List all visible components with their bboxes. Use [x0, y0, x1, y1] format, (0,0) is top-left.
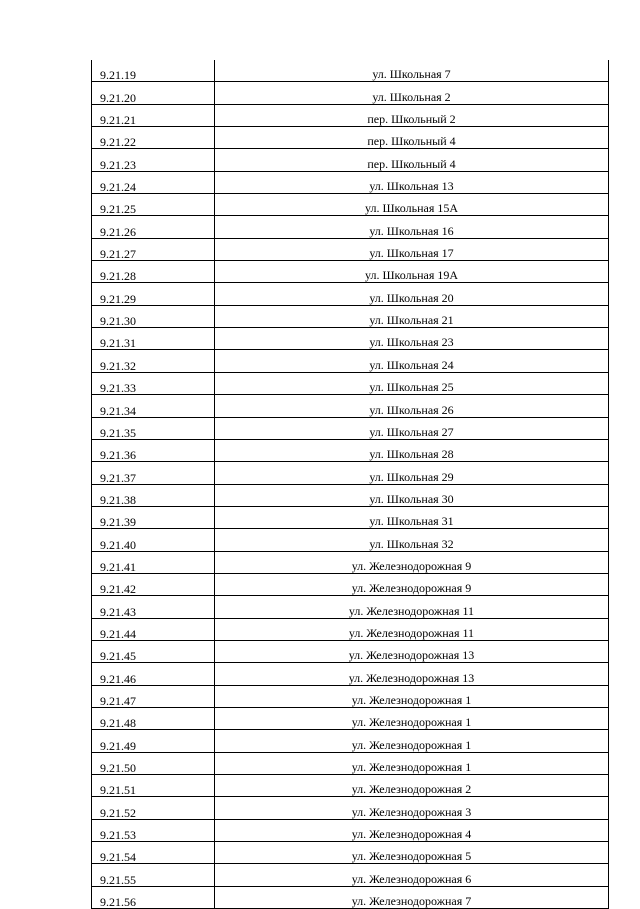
row-address-cell: ул. Железнодорожная 6	[215, 864, 609, 886]
row-address-cell: ул. Железнодорожная 3	[215, 797, 609, 819]
table-row	[92, 305, 609, 327]
row-address-cell: ул. Школьная 31	[215, 506, 609, 528]
table-row	[92, 328, 609, 350]
row-code-cell: 9.21.42	[92, 573, 215, 595]
row-code-cell: 9.21.23	[92, 149, 215, 171]
table-row	[92, 283, 609, 305]
table-row	[92, 216, 609, 238]
row-address-cell: ул. Железнодорожная 9	[215, 573, 609, 595]
table-row	[92, 171, 609, 193]
row-address-cell: ул. Железнодорожная 1	[215, 730, 609, 752]
row-code-cell: 9.21.47	[92, 685, 215, 707]
row-address-cell: ул. Железнодорожная 1	[215, 707, 609, 729]
table-row	[92, 127, 609, 149]
row-code-cell: 9.21.32	[92, 350, 215, 372]
row-code-cell: 9.21.33	[92, 372, 215, 394]
table-row	[92, 104, 609, 126]
row-address-cell: ул. Железнодорожная 11	[215, 596, 609, 618]
table-row	[92, 842, 609, 864]
row-code-cell: 9.21.19	[92, 60, 215, 82]
table-row	[92, 573, 609, 595]
table-row	[92, 439, 609, 461]
row-address-cell: ул. Железнодорожная 13	[215, 663, 609, 685]
row-address-cell: пер. Школьный 4	[215, 127, 609, 149]
row-address-cell: ул. Школьная 20	[215, 283, 609, 305]
row-address-cell: ул. Школьная 23	[215, 328, 609, 350]
row-code-cell: 9.21.51	[92, 775, 215, 797]
row-code-cell: 9.21.20	[92, 82, 215, 104]
address-table-body	[92, 60, 609, 909]
row-code-cell: 9.21.52	[92, 797, 215, 819]
row-address-cell: ул. Железнодорожная 11	[215, 618, 609, 640]
row-address-cell: ул. Школьная 19А	[215, 261, 609, 283]
row-address-cell: пер. Школьный 2	[215, 104, 609, 126]
row-address-cell: ул. Школьная 7	[215, 60, 609, 82]
row-code-cell: 9.21.53	[92, 819, 215, 841]
row-code-cell: 9.21.36	[92, 439, 215, 461]
table-row	[92, 506, 609, 528]
row-code-cell: 9.21.24	[92, 171, 215, 193]
row-code-cell: 9.21.37	[92, 462, 215, 484]
table-row	[92, 730, 609, 752]
row-address-cell: ул. Школьная 27	[215, 417, 609, 439]
row-code-cell: 9.21.29	[92, 283, 215, 305]
row-code-cell: 9.21.39	[92, 506, 215, 528]
row-code-cell: 9.21.30	[92, 305, 215, 327]
table-row	[92, 350, 609, 372]
row-address-cell: ул. Железнодорожная 7	[215, 886, 609, 908]
row-code-cell: 9.21.27	[92, 238, 215, 260]
row-address-cell: ул. Школьная 29	[215, 462, 609, 484]
table-row	[92, 395, 609, 417]
row-code-cell: 9.21.46	[92, 663, 215, 685]
row-address-cell: ул. Железнодорожная 4	[215, 819, 609, 841]
row-address-cell: ул. Школьная 25	[215, 372, 609, 394]
table-row	[92, 663, 609, 685]
address-table	[91, 60, 609, 909]
table-row	[92, 640, 609, 662]
row-code-cell: 9.21.38	[92, 484, 215, 506]
table-row	[92, 819, 609, 841]
row-code-cell: 9.21.43	[92, 596, 215, 618]
row-code-cell: 9.21.49	[92, 730, 215, 752]
row-code-cell: 9.21.34	[92, 395, 215, 417]
table-row	[92, 372, 609, 394]
row-address-cell: ул. Школьная 24	[215, 350, 609, 372]
table-row	[92, 618, 609, 640]
row-code-cell: 9.21.48	[92, 707, 215, 729]
row-address-cell: ул. Школьная 28	[215, 439, 609, 461]
table-row	[92, 194, 609, 216]
row-address-cell: ул. Железнодорожная 9	[215, 551, 609, 573]
table-row	[92, 685, 609, 707]
row-code-cell: 9.21.31	[92, 328, 215, 350]
row-address-cell: ул. Железнодорожная 5	[215, 842, 609, 864]
row-address-cell: ул. Школьная 16	[215, 216, 609, 238]
row-code-cell: 9.21.35	[92, 417, 215, 439]
table-row	[92, 82, 609, 104]
row-address-cell: ул. Железнодорожная 2	[215, 775, 609, 797]
row-code-cell: 9.21.21	[92, 104, 215, 126]
row-code-cell: 9.21.40	[92, 529, 215, 551]
table-row	[92, 797, 609, 819]
row-address-cell: ул. Школьная 30	[215, 484, 609, 506]
row-address-cell: ул. Школьная 2	[215, 82, 609, 104]
table-row	[92, 775, 609, 797]
row-address-cell: ул. Школьная 17	[215, 238, 609, 260]
row-address-cell: ул. Железнодорожная 1	[215, 685, 609, 707]
row-code-cell: 9.21.50	[92, 752, 215, 774]
row-address-cell: ул. Школьная 21	[215, 305, 609, 327]
table-row	[92, 752, 609, 774]
row-address-cell: ул. Школьная 15А	[215, 194, 609, 216]
row-code-cell: 9.21.25	[92, 194, 215, 216]
table-row	[92, 484, 609, 506]
row-code-cell: 9.21.56	[92, 886, 215, 908]
row-code-cell: 9.21.54	[92, 842, 215, 864]
table-row	[92, 149, 609, 171]
row-code-cell: 9.21.45	[92, 640, 215, 662]
table-row	[92, 596, 609, 618]
table-row	[92, 238, 609, 260]
row-address-cell: ул. Железнодорожная 13	[215, 640, 609, 662]
table-row	[92, 886, 609, 908]
row-code-cell: 9.21.28	[92, 261, 215, 283]
row-code-cell: 9.21.44	[92, 618, 215, 640]
table-row	[92, 551, 609, 573]
table-row	[92, 707, 609, 729]
row-address-cell: ул. Железнодорожная 1	[215, 752, 609, 774]
row-code-cell: 9.21.26	[92, 216, 215, 238]
row-address-cell: ул. Школьная 32	[215, 529, 609, 551]
table-row	[92, 864, 609, 886]
row-code-cell: 9.21.55	[92, 864, 215, 886]
row-address-cell: ул. Школьная 13	[215, 171, 609, 193]
table-row	[92, 60, 609, 82]
table-row	[92, 417, 609, 439]
row-address-cell: ул. Школьная 26	[215, 395, 609, 417]
table-row	[92, 462, 609, 484]
table-row	[92, 529, 609, 551]
row-address-cell: пер. Школьный 4	[215, 149, 609, 171]
row-code-cell: 9.21.22	[92, 127, 215, 149]
table-row	[92, 261, 609, 283]
row-code-cell: 9.21.41	[92, 551, 215, 573]
